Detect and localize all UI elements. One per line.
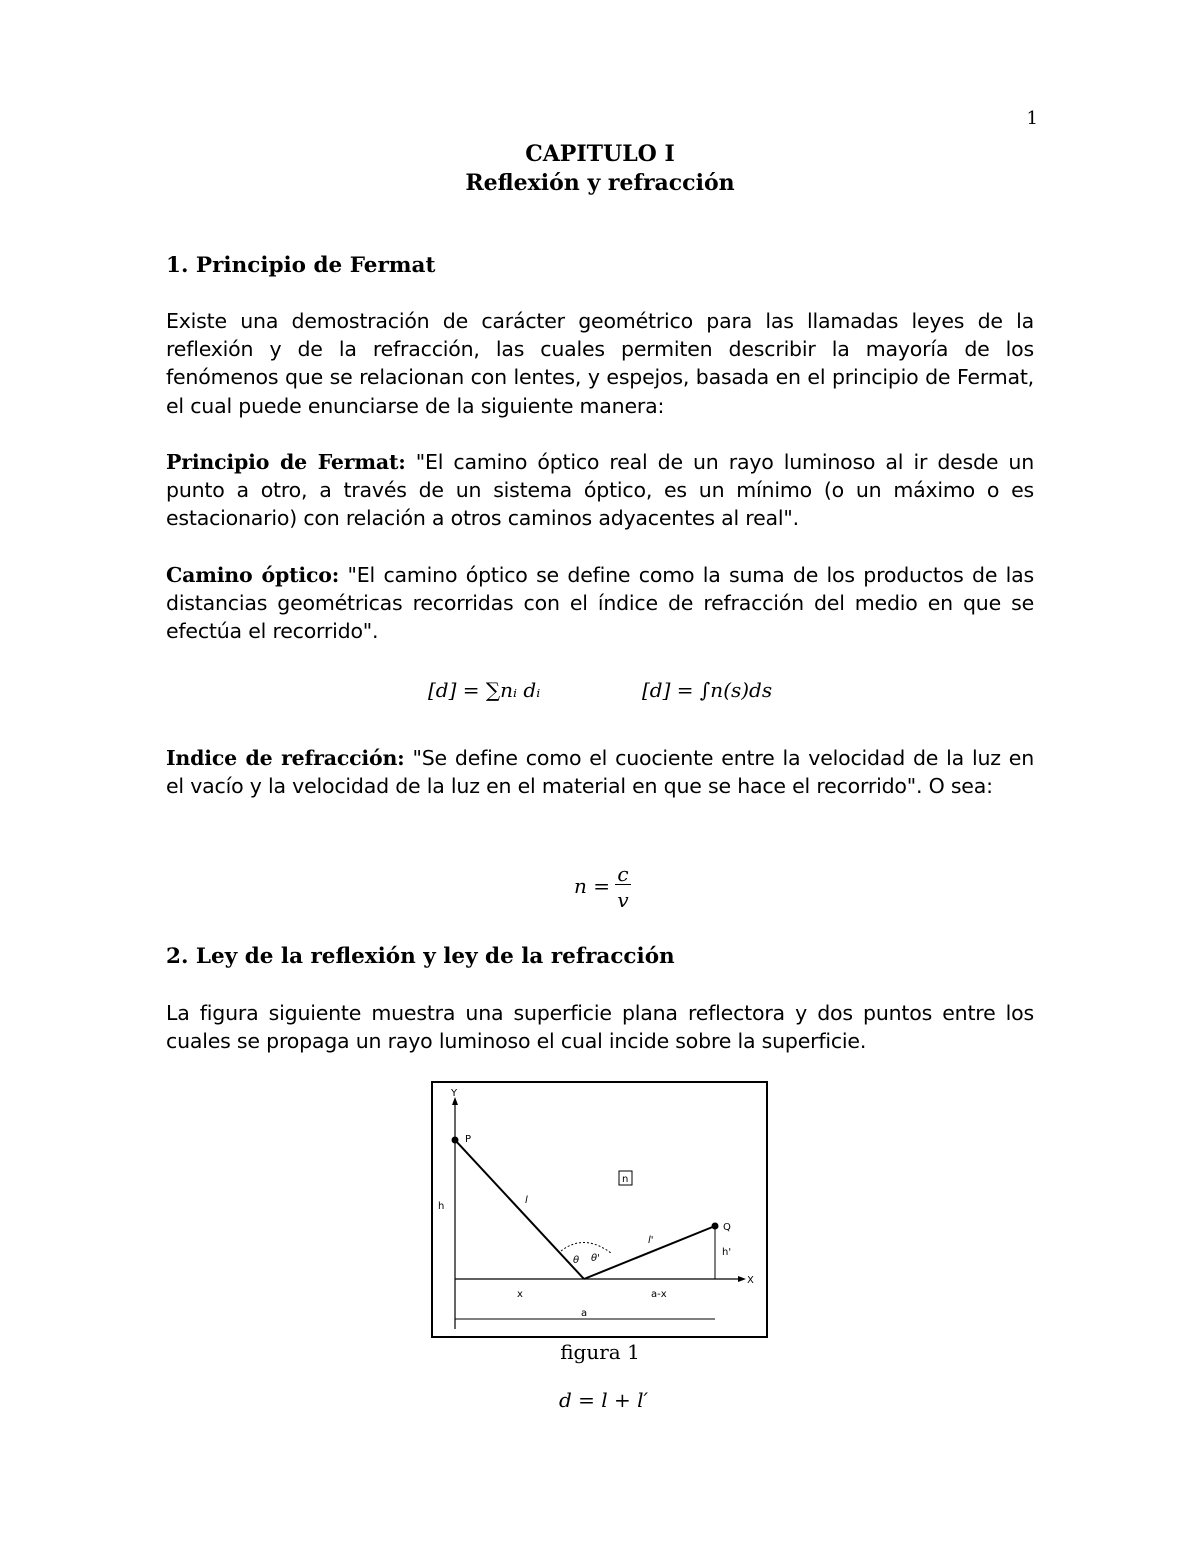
equation-d-sum: d = l + l′ [559, 1388, 649, 1412]
equation-optical-integral-rhs: ∫n(s)ds [699, 678, 773, 702]
x-axis-label: X [747, 1275, 754, 1286]
fermat-principle-term: Principio de Fermat: [166, 450, 406, 474]
point-q-label: Q [723, 1222, 731, 1233]
figure-1-caption: figura 1 [560, 1340, 640, 1364]
a-distance-label: a [581, 1308, 588, 1319]
refraction-index-paragraph [166, 744, 1034, 800]
medium-n-label: n [622, 1174, 629, 1185]
equation-optical-integral [642, 678, 772, 702]
reflected-length-label: l' [648, 1235, 654, 1246]
a-minus-x-label: a-x [651, 1289, 667, 1300]
incident-ray [455, 1140, 584, 1279]
h-label: h [438, 1201, 445, 1212]
x-axis-arrow [738, 1276, 746, 1282]
reflection-diagram-svg [433, 1083, 766, 1336]
figure-1-reflection-diagram [431, 1081, 768, 1338]
incident-length-label: l [525, 1195, 528, 1206]
fermat-principle-definition: "El camino óptico real de un rayo luminoso al ir desde un punto a otro, a través de un sistema óptico, es un mínimo (o un máximo o es estacionario) con relación a otros caminos adyacentes al real". [166, 450, 1034, 531]
equation-optical-sum [428, 678, 540, 702]
section-1-heading: 1. Principio de Fermat [166, 253, 436, 278]
equation-n-lhs: n = [574, 874, 610, 898]
refraction-index-definition: "Se define como el cuociente entre la velocidad de la luz en el vacío y la velocidad de la luz en el material en que se hace el recorrido". O sea: [166, 746, 1034, 799]
reflected-ray [584, 1226, 715, 1279]
equation-optical-integral-lhs: [d] = [642, 678, 694, 702]
equation-optical-sum-lhs: [d] = [428, 678, 480, 702]
theta-label: θ [573, 1255, 580, 1266]
page-number: 1 [1026, 108, 1038, 129]
refraction-index-term: Indice de refracción: [166, 746, 405, 770]
equation-n-denominator: v [617, 888, 629, 912]
fermat-principle-paragraph [166, 448, 1034, 533]
angle-arc [561, 1242, 611, 1253]
section-1-intro: Existe una demostración de carácter geométrico para las llamadas leyes de la reflexión y de la refracción, las cuales permiten describir la mayoría de los fenómenos que se relacionan con lentes, y espejos, basada en el principio de Fermat, el cual puede enunciarse de la siguiente manera: [166, 309, 1034, 418]
h-prime-label: h' [722, 1247, 732, 1258]
y-axis-label: Y [451, 1088, 458, 1099]
equation-n-numerator: c [617, 862, 629, 886]
section-2-intro: La figura siguiente muestra una superficie plana reflectora y dos puntos entre los cuales se propaga un rayo luminoso el cual incide sobre la superficie. [166, 1001, 1034, 1054]
x-distance-label: x [517, 1289, 523, 1300]
point-p-label: P [465, 1134, 472, 1145]
optical-path-definition: "El camino óptico se define como la suma de los productos de las distancias geométricas recorridas con el índice de refracción del medio en que se efectúa el recorrido". [166, 563, 1035, 644]
theta-prime-label: θ' [591, 1253, 600, 1264]
optical-path-paragraph [166, 561, 1034, 646]
equation-optical-sum-rhs: ∑nᵢ dᵢ [485, 678, 541, 702]
section-2-heading: 2. Ley de la reflexión y ley de la refracción [166, 944, 675, 969]
optical-path-term: Camino óptico: [166, 563, 340, 587]
fraction-bar [615, 884, 631, 885]
chapter-subtitle: Reflexión y refracción [465, 170, 735, 196]
chapter-title: CAPITULO I [525, 141, 675, 167]
